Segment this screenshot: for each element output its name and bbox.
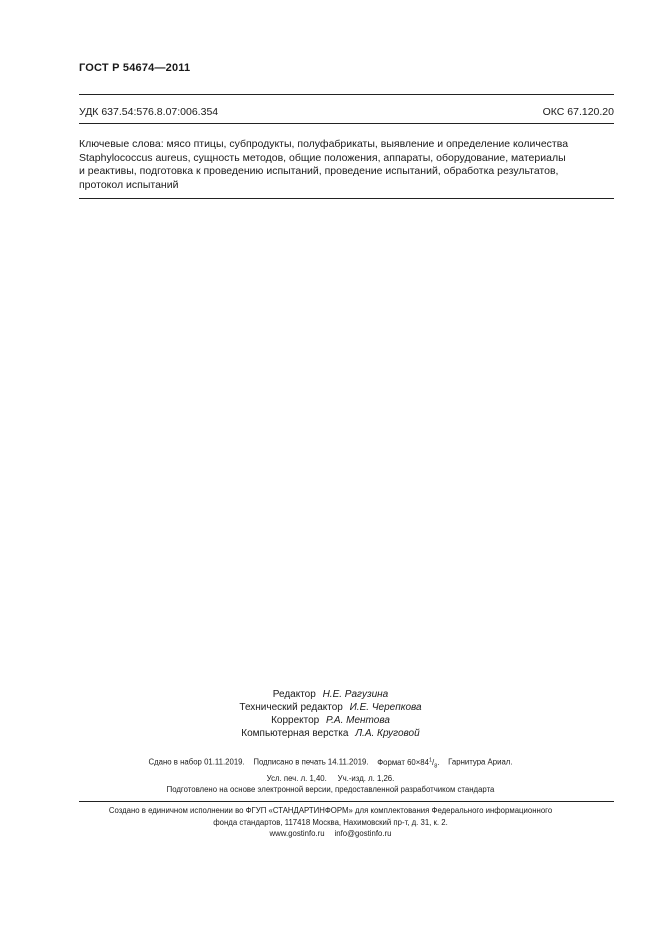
editor-label: Редактор (272, 689, 316, 700)
print-info-row (0, 755, 661, 773)
layout-line (0, 727, 661, 740)
keywords-line: Staphylococcus aureus, сущность методов, общие положения, аппараты, оборудование, материалы (79, 151, 566, 164)
layout-name: Л.А. Круговой (355, 728, 420, 739)
udc-code: УДК 637.54:576.8.07:006.354 (79, 106, 219, 118)
top-divider (79, 94, 614, 95)
tech-editor-name: И.Е. Черепкова (349, 702, 422, 713)
signed-date: Подписано в печать 14.11.2019. (253, 757, 369, 767)
footer-contacts (0, 828, 661, 840)
corrector-line (0, 714, 661, 727)
standard-number: ГОСТ Р 54674—2011 (79, 62, 191, 74)
pub-sheets: Уч.-изд. л. 1,26. (337, 773, 395, 783)
keywords-line: и реактивы, подготовка к проведению испытаний, проведение испытаний, обработка результатов, (79, 165, 559, 178)
footer-line-2: фонда стандартов, 117418 Москва, Нахимовский пр-т, д. 31, к. 2. (213, 817, 448, 827)
keywords-line: протокол испытаний (79, 178, 179, 191)
tech-editor-label: Технический редактор (239, 702, 343, 713)
footer-block (0, 805, 661, 840)
print-format: Формат $60\times 84^1/_8$. (377, 757, 440, 770)
editor-line (0, 688, 661, 701)
website-link[interactable]: www.gostinfo.ru (269, 829, 325, 838)
footer-line-1: Создано в единичном исполнении во ФГУП «СТАНДАРТИНФОРМ» для комплектования Федерального информационного (108, 806, 553, 815)
sheets-row (0, 773, 661, 785)
classification-divider (79, 123, 614, 124)
print-info-block (0, 755, 661, 796)
editor-name: Н.Е. Рагузина (322, 689, 389, 700)
format-numerator: 1 (428, 757, 433, 763)
corrector-name: Р.А. Ментова (326, 715, 390, 726)
footer-divider (79, 801, 614, 802)
format-denominator: 8 (434, 763, 438, 770)
submitted-date: Сдано в набор 01.11.2019. (148, 757, 245, 767)
keywords-divider (79, 198, 614, 199)
format-prefix: Формат 60×84 (377, 757, 429, 767)
font-info: Гарнитура Ариал. (448, 757, 513, 767)
corrector-label: Корректор (271, 715, 320, 726)
email-link[interactable]: info@gostinfo.ru (334, 829, 392, 838)
keywords-line: Ключевые слова: мясо птицы, субпродукты, полуфабрикаты, выявление и определение количества (79, 138, 569, 150)
tech-editor-line (0, 701, 661, 714)
oks-code: ОКС 67.120.20 (542, 106, 614, 118)
prepared-note: Подготовлено на основе электронной версии, предоставленной разработчиком стандарта (166, 785, 495, 795)
keywords-block (79, 138, 614, 192)
layout-label: Компьютерная верстка (241, 728, 349, 739)
credits-block (0, 688, 661, 740)
print-sheets: Усл. печ. л. 1,40. (266, 773, 327, 783)
